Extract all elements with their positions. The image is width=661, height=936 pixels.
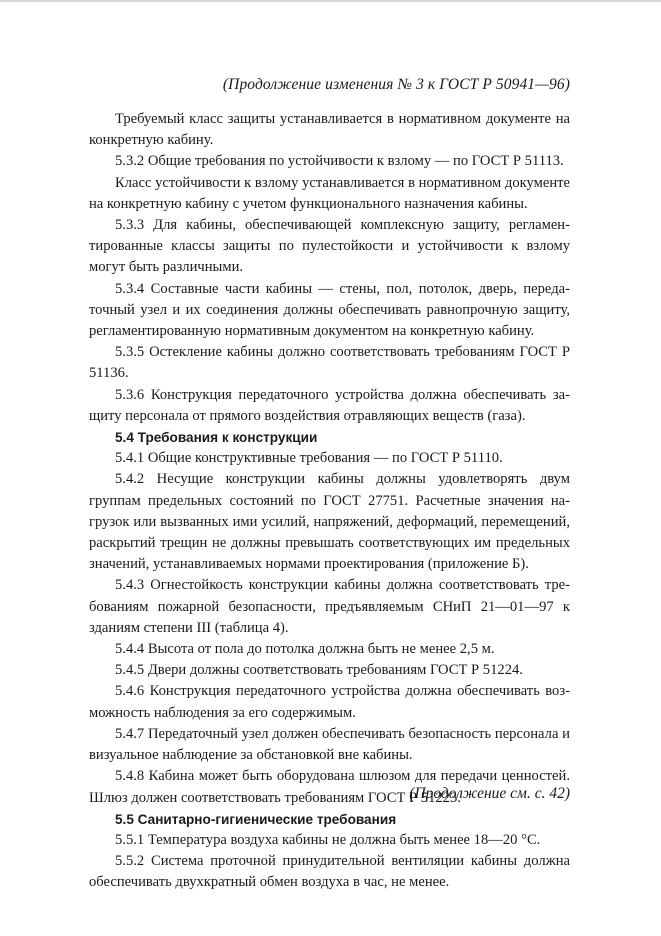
section-heading-5-5: 5.5 Санитарно-гигиенические требования bbox=[115, 811, 397, 827]
paragraph-5-4-8: 5.4.8 Кабина может быть оборудована шлюзом для передачи ценностей. Шлюз должен соответствовать требованиям ГОСТ Р 51223. bbox=[89, 768, 570, 806]
paragraph-5-3-4: 5.3.4 Составные части кабины — стены, пол, потолок, дверь, передаточный узел и их соединения должны обеспечивать равнопрочную защиту, регламентированную нормативным документом на конкретную кабину. bbox=[89, 280, 570, 340]
paragraph-5-4-4: 5.4.4 Высота от пола до потолка должна быть не менее 2,5 м. bbox=[115, 641, 495, 658]
paragraph-5-5-2: 5.5.2 Система проточной принудительной вентиляции кабины должна обеспечивать двухкратный обмен воздуха в час, не менее. bbox=[89, 853, 570, 891]
paragraph-5-3-2: 5.3.2 Общие требования по устойчивости к взлому — по ГОСТ Р 51113. bbox=[115, 153, 564, 170]
running-header: (Продолжение изменения № 3 к ГОСТ Р 50941—96) bbox=[222, 76, 570, 93]
page-edge bbox=[0, 0, 661, 2]
paragraph-5-5-1: 5.5.1 Температура воздуха кабины не должна быть менее 18—20 °С. bbox=[115, 831, 541, 848]
paragraph-5-4-5: 5.4.5 Двери должны соответствовать требованиям ГОСТ Р 51224. bbox=[115, 662, 523, 679]
paragraph-5-3-3: 5.3.3 Для кабины, обеспечивающей комплексную защиту, регламентированные классы защиты по пулестойкости и устойчивости к взлому могут быть различными. bbox=[89, 217, 570, 276]
paragraph-5-3-5: 5.3.5 Остекление кабины должно соответствовать требованиям ГОСТ Р 51136. bbox=[89, 344, 570, 382]
paragraph-5-4-2: 5.4.2 Несущие конструкции кабины должны удовлетворять двум группам предельных состояний по ГОСТ 27751. Расчетные значения нагрузок или вызванных ими усилий, напряжений, деформаций, перемещений, раскрытий трещин не должны превышать соответствующих им предельных значений, устанавливаемых нормами проектирования (приложение Б). bbox=[89, 471, 570, 573]
paragraph-5-4-3: 5.4.3 Огнестойкость конструкции кабины должна соответствовать требованиям пожарной безопасности, предъявляемым СНиП 21—01—97 к зданиям степени III (таблица 4). bbox=[89, 577, 570, 636]
section-heading-5-4: 5.4 Требования к конструкции bbox=[115, 430, 318, 446]
paragraph-class-protection: Требуемый класс защиты устанавливается в нормативном документе на конкретную кабину. bbox=[89, 111, 570, 149]
document-body bbox=[89, 109, 570, 894]
paragraph-5-4-7: 5.4.7 Передаточный узел должен обеспечивать безопасность персонала и визуальное наблюдение за обстановкой вне кабины. bbox=[89, 725, 570, 764]
paragraph-5-4-1: 5.4.1 Общие конструктивные требования — по ГОСТ Р 51110. bbox=[115, 450, 503, 467]
paragraph-burglary-class: Класс устойчивости к взлому устанавливается в нормативном документе на конкретную кабину с учетом функционального назначения кабины. bbox=[89, 174, 570, 212]
paragraph-5-3-6: 5.3.6 Конструкция передаточного устройства должна обеспечивать защиту персонала от прямого воздействия отравляющих веществ (газа). bbox=[89, 386, 570, 424]
continuation-footer: (Продолжение см. с. 42) bbox=[409, 785, 570, 802]
paragraph-5-4-6: 5.4.6 Конструкция передаточного устройства должна обеспечивать возможность наблюдения за его содержимым. bbox=[89, 683, 570, 721]
